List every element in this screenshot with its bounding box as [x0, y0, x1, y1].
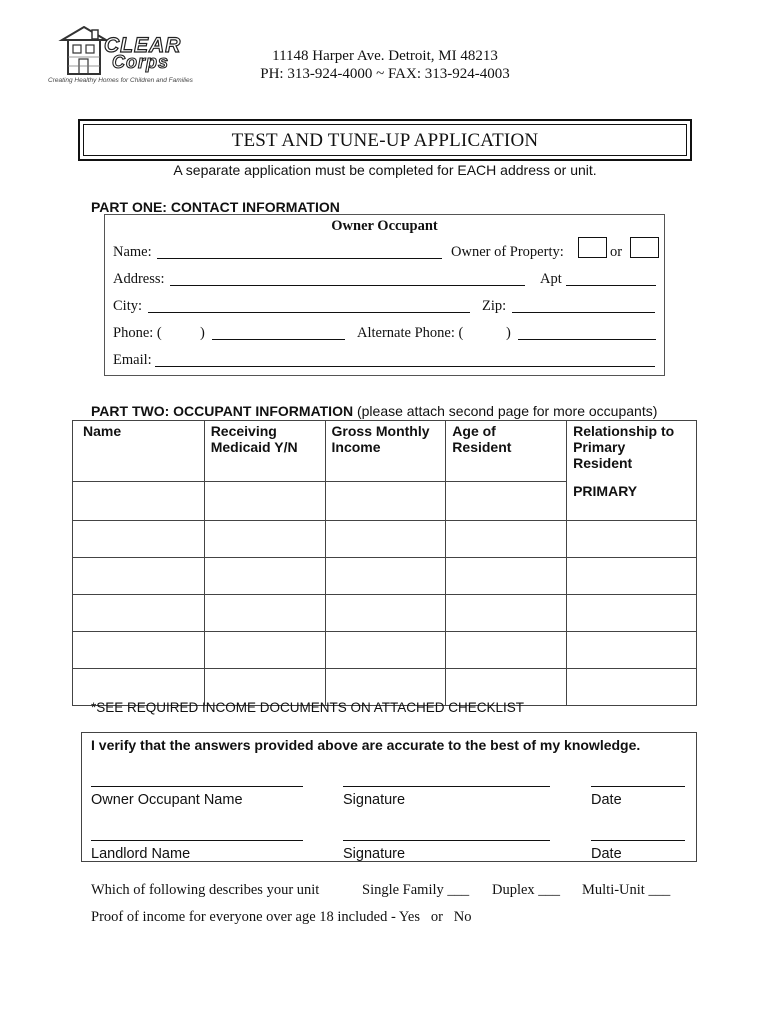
apt-field[interactable] — [566, 285, 656, 286]
clear-corps-logo — [48, 26, 218, 90]
table-header-row — [73, 421, 697, 482]
logo-wordmark-corps: Corps — [112, 52, 170, 72]
multi-unit-option[interactable]: Multi-Unit ___ — [582, 882, 671, 898]
email-field[interactable] — [155, 366, 655, 367]
landlord-signature-label: Signature — [343, 846, 406, 862]
name-label: Name: — [113, 244, 152, 260]
owner-date-line[interactable] — [591, 786, 685, 787]
address-field[interactable] — [170, 285, 525, 286]
table-cell[interactable] — [567, 594, 697, 631]
col-header-name: Name — [73, 421, 205, 482]
table-cell[interactable] — [325, 557, 446, 594]
logo-wordmark-clear: CLEAR — [104, 34, 182, 57]
owner-name-label: Owner Occupant Name — [91, 792, 243, 808]
verification-statement: I verify that the answers provided above are accurate to the best of my knowledge. — [91, 737, 641, 753]
owner-yes-checkbox[interactable] — [578, 237, 607, 258]
name-field[interactable] — [157, 258, 442, 259]
city-label: City: — [113, 298, 143, 314]
phone-label: Phone: ( — [113, 325, 162, 341]
occupant-table — [72, 420, 697, 706]
alt-phone-field[interactable] — [518, 339, 656, 340]
table-cell[interactable] — [325, 594, 446, 631]
table-cell[interactable] — [325, 482, 446, 521]
table-row — [73, 482, 697, 521]
table-cell[interactable] — [446, 557, 567, 594]
table-cell[interactable] — [73, 594, 205, 631]
part-two-heading-row — [91, 403, 657, 419]
table-cell[interactable] — [446, 631, 567, 668]
table-cell[interactable] — [204, 520, 325, 557]
table-row — [73, 557, 697, 594]
phone-close-paren: ) — [200, 325, 205, 341]
landlord-signature-line[interactable] — [343, 840, 550, 841]
page-subtitle: A separate application must be completed for EACH address or unit. — [173, 162, 597, 178]
table-cell[interactable] — [567, 520, 697, 557]
city-field[interactable] — [148, 312, 470, 313]
page-title: TEST AND TUNE-UP APPLICATION — [231, 130, 539, 151]
logo-tagline: Creating Healthy Homes for Children and Families — [48, 77, 193, 84]
table-cell[interactable] — [73, 557, 205, 594]
table-cell[interactable] — [446, 594, 567, 631]
part-two-note: (please attach second page for more occupants) — [356, 403, 658, 419]
owner-of-property-label: Owner of Property: — [451, 244, 564, 260]
table-cell[interactable] — [204, 594, 325, 631]
single-family-option[interactable]: Single Family ___ — [362, 882, 470, 898]
unit-type-question: Which of following describes your unit — [91, 882, 320, 898]
title-box — [78, 119, 692, 161]
proof-of-income-question: Proof of income for everyone over age 18 included - Yes or No — [91, 909, 472, 925]
org-phone-fax: PH: 313-924-4000 ~ FAX: 313-924-4003 — [260, 66, 510, 82]
owner-occupant-title: Owner Occupant — [331, 218, 438, 234]
owner-no-checkbox[interactable] — [630, 237, 659, 258]
table-cell[interactable] — [567, 557, 697, 594]
table-cell[interactable] — [73, 631, 205, 668]
income-footnote: *SEE REQUIRED INCOME DOCUMENTS ON ATTACHED CHECKLIST — [91, 700, 525, 715]
table-cell[interactable] — [73, 482, 205, 521]
table-row — [73, 631, 697, 668]
table-cell[interactable] — [325, 631, 446, 668]
zip-label: Zip: — [482, 298, 507, 314]
alt-phone-close-paren: ) — [506, 325, 511, 341]
table-row — [73, 594, 697, 631]
primary-cell: PRIMARY — [567, 482, 697, 521]
table-cell[interactable] — [446, 520, 567, 557]
table-cell[interactable] — [73, 520, 205, 557]
table-cell[interactable] — [567, 668, 697, 705]
alt-phone-label: Alternate Phone: ( — [357, 325, 464, 341]
org-address: 11148 Harper Ave. Detroit, MI 48213 — [272, 48, 498, 64]
owner-name-line[interactable] — [91, 786, 303, 787]
duplex-option[interactable]: Duplex ___ — [492, 882, 561, 898]
part-one-heading: PART ONE: CONTACT INFORMATION — [91, 199, 340, 215]
email-label: Email: — [113, 352, 152, 368]
col-header-medicaid: Receiving Medicaid Y/N — [204, 421, 325, 482]
table-row — [73, 520, 697, 557]
landlord-date-line[interactable] — [591, 840, 685, 841]
owner-signature-label: Signature — [343, 792, 406, 808]
landlord-name-line[interactable] — [91, 840, 303, 841]
apt-label: Apt — [540, 271, 562, 287]
owner-date-label: Date — [591, 792, 622, 808]
landlord-name-label: Landlord Name — [91, 846, 191, 862]
table-cell[interactable] — [446, 482, 567, 521]
table-cell[interactable] — [204, 631, 325, 668]
table-cell[interactable] — [567, 631, 697, 668]
owner-signature-line[interactable] — [343, 786, 550, 787]
col-header-income: Gross Monthly Income — [325, 421, 446, 482]
part-two-heading: PART TWO: OCCUPANT INFORMATION — [91, 403, 354, 419]
table-cell[interactable] — [204, 482, 325, 521]
table-cell[interactable] — [204, 557, 325, 594]
or-label: or — [610, 244, 623, 260]
zip-field[interactable] — [512, 312, 655, 313]
address-label: Address: — [113, 271, 165, 287]
phone-field[interactable] — [212, 339, 345, 340]
col-header-age: Age of Resident — [446, 421, 567, 482]
landlord-date-label: Date — [591, 846, 622, 862]
col-header-relationship: Relationship to Primary Resident — [567, 421, 697, 482]
table-cell[interactable] — [325, 520, 446, 557]
